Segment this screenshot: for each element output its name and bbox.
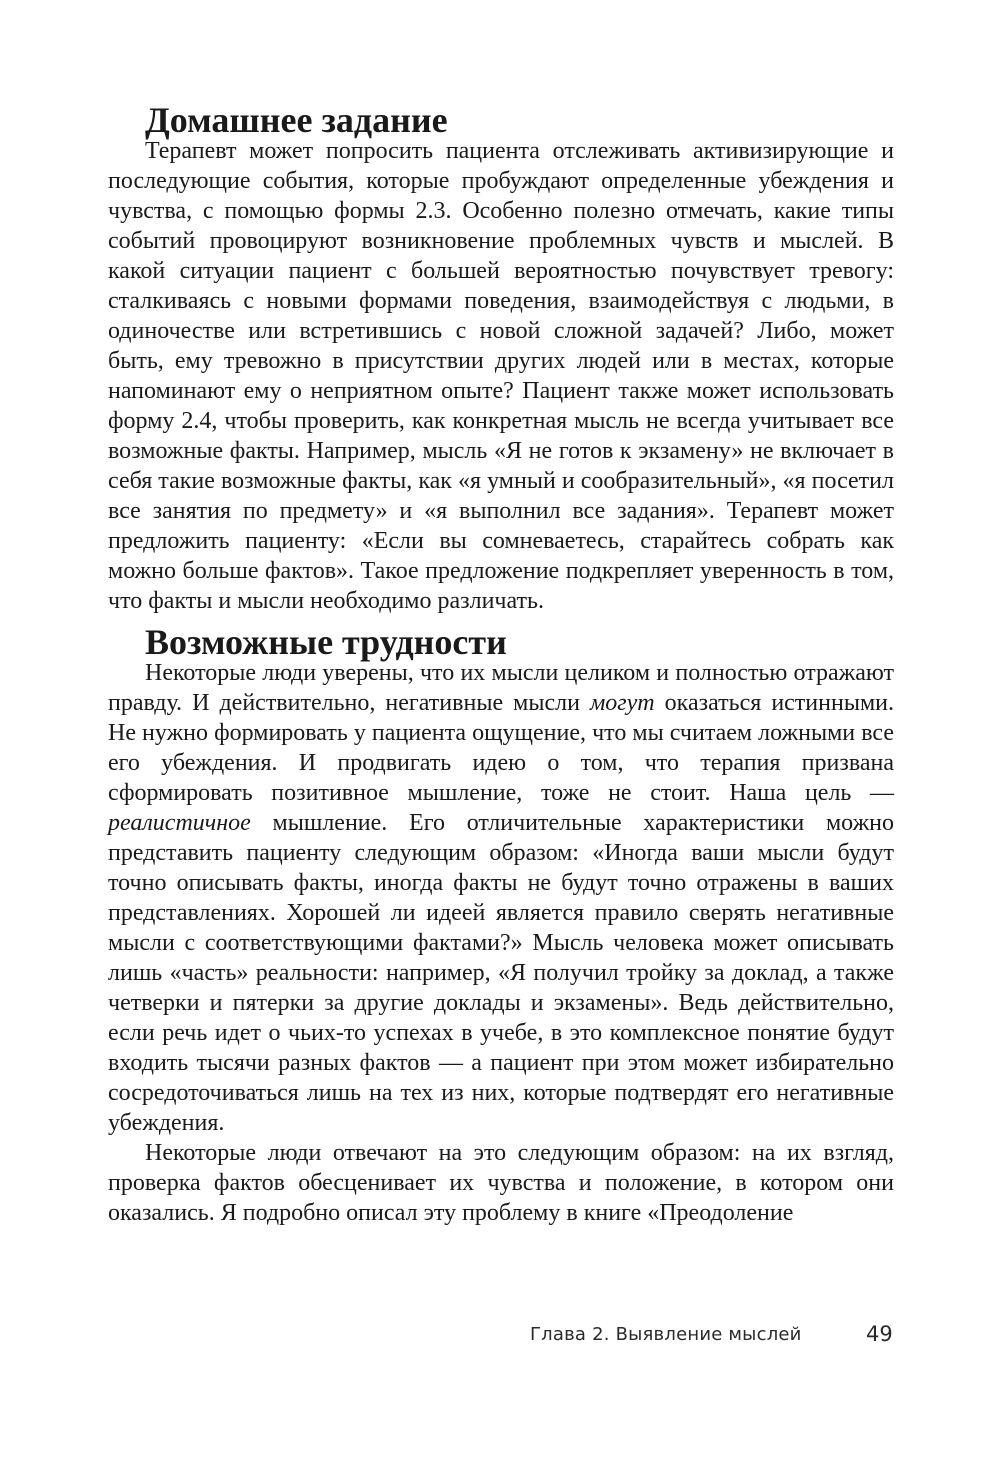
text-run: мышление. Его отличительные характеристики можно представить пациенту следующим образом: «Иногда ваши мысли будут точно описывать факты, иногда факты не будут точно отражены в ваших представлениях. Хорошей ли идеей является правило сверять негативные мысли с соответствующими фактами?» Мысль человека может описывать лишь «часть» реальности: например, «Я получил тройку за доклад, а также четверки и пятерки за другие доклады и экзамены». Ведь действительно, если речь идет о чьих-то успехах в учебе, в это комплексное понятие будут входить тысячи разных фактов — а пациент при этом может избирательно сосредоточиваться лишь на тех из них, которые подтвердят его негативные убеждения.	[108, 810, 894, 1136]
emphasis-text: могут	[589, 690, 655, 716]
page-number: 49	[866, 1322, 893, 1346]
running-footer-chapter: Глава 2. Выявление мыслей	[530, 1324, 802, 1345]
text-run: Некоторые люди уверены, что их мысли целиком и полностью отражают правду. И действительно, негативные мысли	[108, 660, 894, 716]
main-text	[108, 100, 894, 1228]
text-run: оказаться истинными. Не нужно формировать у пациента ощущение, что мы считаем ложными все его убеждения. И продвигать идею о том, что терапия призвана сформировать позитивное мышление, тоже не стоит. Наша цель —	[108, 690, 894, 806]
emphasis-text: реалистичное	[108, 810, 251, 836]
paragraph-homework: Терапевт может попросить пациента отслеживать активизирующие и последующие события, которые пробуждают определенные убеждения и чувства, с помощью формы 2.3. Особенно полезно отмечать, какие типы событий провоцируют возникновение проблемных чувств и мыслей. В какой ситуации пациент с большей вероятностью почувствует тревогу: сталкиваясь с новыми формами поведения, взаимодействуя с людьми, в одиночестве или встретившись с новой сложной задачей? Либо, может быть, ему тревожно в присутствии других людей или в местах, которые напоминают ему о неприятном опыте? Пациент также может использовать форму 2.4, чтобы проверить, как конкретная мысль не всегда учитывает все возможные факты. Например, мысль «Я не готов к экзамену» не включает в себя такие возможные факты, как «я умный и сообразительный», «я посетил все занятия по предмету» и «я выполнил все задания». Терапевт может предложить пациенту: «Если вы сомневаетесь, старайтесь собрать как можно больше фактов». Такое предложение подкрепляет уверенность в том, что факты и мысли необходимо различать.	[108, 138, 894, 614]
section-heading-homework: Домашнее задание	[145, 100, 448, 140]
section-heading-difficulties: Возможные трудности	[145, 622, 507, 662]
paragraph-difficulties-1	[108, 658, 894, 1138]
paragraph-difficulties-2: Некоторые люди отвечают на это следующим образом: на их взгляд, проверка фактов обесценивает их чувства и положение, в котором они оказались. Я подробно описал эту проблему в книге «Преодоление	[108, 1140, 894, 1226]
